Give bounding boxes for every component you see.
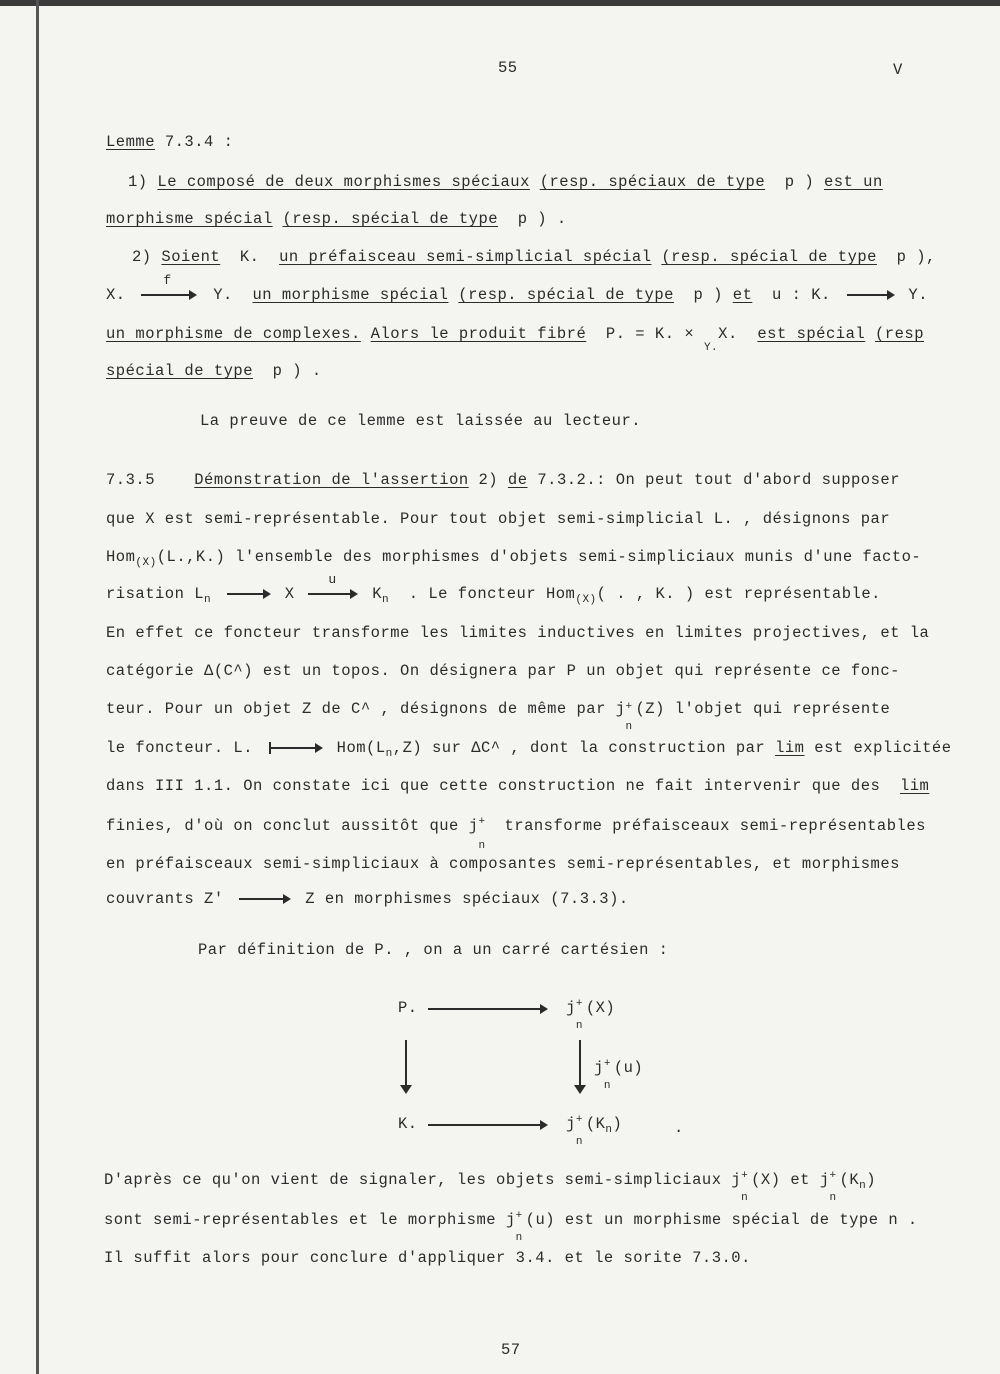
text-segment: (resp. spécial de type — [282, 210, 499, 228]
header-page-number: 55 — [498, 59, 518, 77]
lemma-proof-note: La preuve de ce lemme est laissée au lecteur. — [200, 412, 642, 430]
math-operator: lim — [775, 739, 805, 757]
text-segment: Z en morphismes spéciaux (7.3.3). — [305, 890, 629, 908]
math-symbol: (K — [839, 1171, 860, 1189]
text-segment: . Le foncteur Hom — [408, 585, 576, 603]
text-segment: est explicitée — [814, 739, 952, 757]
diagram-period: . — [674, 1119, 684, 1137]
demo-line2: que X est semi-représentable. Pour tout objet semi-simplicial L. , désignons par — [106, 510, 891, 528]
math-symbol: u : K. — [771, 286, 831, 304]
right-arrow-icon — [239, 898, 289, 900]
text-segment: dans III 1.1. On constate ici que cette construction ne fait intervenir que des — [106, 777, 881, 795]
scan-top-edge — [0, 0, 1000, 6]
text-segment: risation L — [106, 585, 205, 603]
diagram-bottom-left: K. — [398, 1115, 418, 1133]
demo-line12 — [106, 889, 629, 909]
conclusion-line2: sont semi-représentables et le morphisme j + n (u) est un morphisme spécial de type n . — [104, 1210, 918, 1244]
right-arrow-icon — [141, 294, 195, 296]
math-symbol: Y. — [908, 286, 929, 304]
lemma-heading — [106, 132, 233, 152]
text-segment: p ) . — [272, 362, 322, 380]
text-segment: 2) — [478, 471, 499, 489]
math-symbol: j — [566, 999, 576, 1017]
text-segment: ,Z) sur ΔC^ , dont la construction par — [392, 739, 766, 757]
text-segment: (resp. spécial de type — [458, 286, 674, 304]
subscript: (X) — [575, 594, 597, 607]
demo-line1 — [106, 470, 900, 490]
scan-left-edge — [36, 0, 39, 1374]
text-segment: un préfaisceau semi-simplicial spécial — [279, 248, 652, 266]
demo-line10: finies, d'où on conclut aussitôt que j + n transforme préfaisceaux semi-représentables — [106, 816, 926, 852]
lemma-item1-line1 — [128, 172, 883, 192]
demo-line8 — [106, 738, 952, 761]
item-number: 1) — [128, 173, 148, 191]
lemma-item2-line2 — [106, 273, 929, 305]
demo-line5: En effet ce foncteur transforme les limites inductives en limites projectives, et la — [106, 624, 930, 642]
right-arrow-icon — [847, 294, 893, 296]
text-segment: Le composé de deux morphismes spéciaux — [157, 173, 530, 191]
down-arrow-icon — [405, 1040, 407, 1090]
demo-line3 — [106, 547, 922, 570]
demo-line7: teur. Pour un objet Z de C^ , désignons de même par j + n (Z) l'objet qui représente — [106, 700, 891, 733]
demo-line4 — [106, 572, 881, 607]
diagram-bottom-right: j + n $(K_n)$ — [566, 1114, 623, 1148]
diagram-right-label: j + n (u) — [594, 1058, 644, 1092]
text-segment: de — [507, 471, 528, 489]
text-segment: p ), — [896, 248, 936, 266]
text-segment: morphisme spécial — [106, 210, 273, 228]
lemma-item2-line3 — [106, 324, 925, 355]
footer-page-number: 57 — [501, 1341, 521, 1359]
lemma-item2-line4 — [106, 361, 322, 381]
math-operator: lim — [899, 777, 930, 795]
subscript: n — [382, 594, 390, 607]
right-arrow-icon — [428, 1124, 546, 1126]
text-segment: spécial de type — [106, 362, 254, 380]
section-number: 7.3.5 — [106, 471, 156, 489]
math-symbol: (X) — [585, 999, 616, 1017]
math-symbol: Hom — [106, 548, 136, 566]
item-number: 2) — [132, 248, 152, 266]
down-arrow-icon — [579, 1040, 581, 1090]
text-segment: un morphisme de complexes. — [106, 325, 361, 343]
demo-line6: catégorie Δ(C^) est un topos. On désignera par P un objet qui représente ce fonc- — [106, 662, 900, 680]
section-title: Démonstration de l'assertion — [194, 471, 469, 489]
right-arrow-icon — [308, 593, 356, 595]
demo-line13: Par définition de P. , on a un carré cartésien : — [198, 941, 669, 959]
subscript: n — [605, 1124, 613, 1137]
right-arrow-icon — [227, 593, 269, 595]
text-segment: p ) — [784, 173, 815, 191]
text-segment: (resp. spéciaux de type — [539, 173, 766, 191]
math-symbol: K. — [239, 248, 260, 266]
math-symbol: K — [372, 585, 382, 603]
text-segment: est spécial — [757, 325, 866, 343]
math-symbol: ) — [866, 1171, 877, 1189]
math-symbol: (u) — [613, 1059, 644, 1077]
text-segment: 7.3.2.: On peut tout d'abord supposer — [537, 471, 900, 489]
lemma-item1-line2 — [106, 209, 567, 229]
text-segment: teur. Pour un objet Z de C^ , désignons de même par j — [106, 700, 626, 718]
text-segment: couvrants Z' — [106, 890, 224, 908]
arrow-label: u — [328, 572, 337, 587]
text-segment: et — [732, 286, 753, 304]
text-segment: p ) — [693, 286, 723, 304]
subscript: n — [204, 594, 212, 607]
lemma-number: 7.3.4 : — [164, 133, 234, 151]
subscript: n — [859, 1180, 867, 1193]
text-segment: (X) et j — [751, 1171, 830, 1189]
text-segment: Alors le produit fibré — [370, 325, 587, 343]
text-segment: finies, d'où on conclut aussitôt que j — [106, 817, 479, 835]
math-symbol: (K — [585, 1115, 606, 1133]
diagram-top-left: P. — [398, 999, 418, 1017]
text-segment: transforme préfaisceaux semi-représentables — [504, 817, 926, 835]
diagram-top-right: j + n (X) — [566, 998, 616, 1032]
text-segment: D'après ce qu'on vient de signaler, les objets semi-simpliciaux j — [104, 1171, 742, 1189]
text-segment: un morphisme spécial — [252, 286, 449, 304]
math-symbol: X — [284, 585, 295, 603]
mapsto-arrow-icon — [269, 747, 321, 749]
demo-line11: en préfaisceaux semi-simpliciaux à composantes semi-représentables, et morphismes — [106, 855, 900, 873]
text-segment: le foncteur. L. — [106, 739, 254, 757]
text-segment: (resp — [875, 325, 925, 343]
text-segment: sont semi-représentables et le morphisme j — [104, 1211, 516, 1229]
text-segment: ( . , K. ) est représentable. — [596, 585, 881, 603]
lemma-item2-line1 — [132, 247, 936, 267]
subscript: Y. — [703, 342, 719, 355]
conclusion-line1: D'après ce qu'on vient de signaler, les objets semi-simpliciaux j + n (X) et j + n $(K_n)$ — [104, 1170, 877, 1204]
arrow-label: f — [163, 273, 172, 288]
math-symbol: j — [566, 1115, 576, 1133]
text-segment: est un — [823, 173, 883, 191]
lemma-title: Lemme — [106, 133, 156, 151]
text-segment: (resp. spécial de type — [661, 248, 877, 266]
math-symbol: Y. — [213, 286, 233, 304]
math-symbol: Hom(L — [336, 739, 386, 757]
right-arrow-icon — [428, 1008, 546, 1010]
math-symbol: X. — [718, 325, 738, 343]
math-symbol: j — [594, 1059, 604, 1077]
text-segment: (Z) l'objet qui représente — [635, 700, 891, 718]
text-segment: Soient — [161, 248, 221, 266]
header-chapter: V — [893, 61, 903, 79]
demo-line9 — [106, 776, 929, 796]
math-formula: P. = K. × — [605, 325, 695, 343]
math-symbol: ) — [612, 1115, 623, 1133]
subscript: n — [385, 748, 393, 761]
text-segment: (L.,K.) l'ensemble des morphismes d'objets semi-simpliciaux munis d'une facto- — [156, 548, 922, 566]
text-segment: (u) est un morphisme spécial de type n . — [525, 1211, 918, 1229]
math-symbol: X. — [106, 286, 126, 304]
conclusion-line3: Il suffit alors pour conclure d'appliquer 3.4. et le sorite 7.3.0. — [104, 1249, 751, 1267]
text-segment: p ) . — [517, 210, 567, 228]
subscript: (X) — [135, 557, 157, 570]
